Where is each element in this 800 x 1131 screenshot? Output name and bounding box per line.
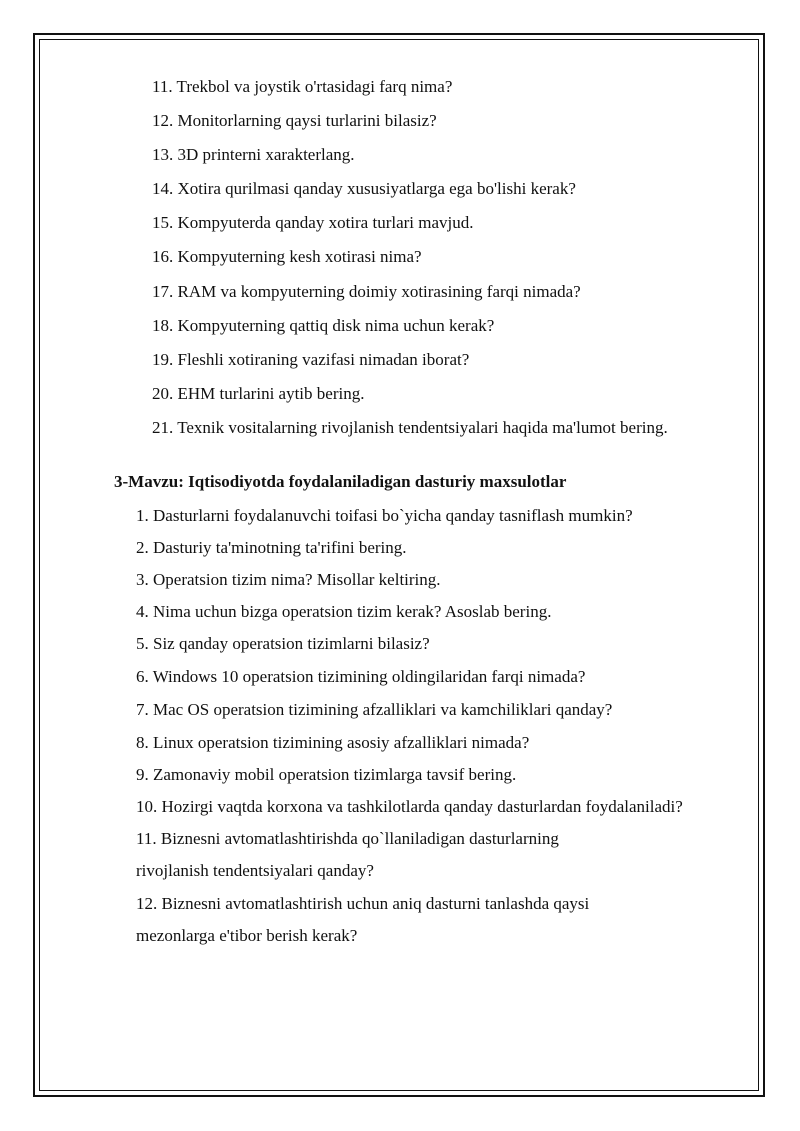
list-item: 3. Operatsion tizim nima? Misollar keltiring. [136,570,441,589]
list-item: 9. Zamonaviy mobil operatsion tizimlarga tavsif bering. [136,765,517,784]
list-item: 7. Mac OS operatsion tizimining afzalliklari va kamchiliklari qanday? [136,700,613,719]
list-item: 11. Trekbol va joystik o'rtasidagi farq nima? [152,77,453,96]
list-item: 2. Dasturiy ta'minotning ta'rifini bering. [136,538,407,557]
list-item: 16. Kompyuterning kesh xotirasi nima? [152,247,422,266]
list-item: 12. Monitorlarning qaysi turlarini bilasiz? [152,111,437,130]
list-item: 20. EHM turlarini aytib bering. [152,384,365,403]
list-item: 11. Biznesni avtomatlashtirishda qo`llaniladigan dasturlarning [136,829,559,848]
list-item: 18. Kompyuterning qattiq disk nima uchun kerak? [152,316,495,335]
list-item-continuation: rivojlanish tendentsiyalari qanday? [136,861,374,880]
list-item: 15. Kompyuterda qanday xotira turlari mavjud. [152,213,474,232]
list-item-continuation: mezonlarga e'tibor berish kerak? [136,926,358,945]
list-item: 12. Biznesni avtomatlashtirish uchun aniq dasturni tanlashda qaysi [136,894,590,913]
list-item: 14. Xotira qurilmasi qanday xususiyatlarga ega bo'lishi kerak? [152,179,576,198]
list-item: 8. Linux operatsion tizimining asosiy afzalliklari nimada? [136,733,530,752]
list-item: 4. Nima uchun bizga operatsion tizim kerak? Asoslab bering. [136,602,552,621]
list-item: 13. 3D printerni xarakterlang. [152,145,355,164]
list-item: 21. Texnik vositalarning rivojlanish tendentsiyalari haqida ma'lumot bering. [152,418,668,437]
list-item: 19. Fleshli xotiraning vazifasi nimadan iborat? [152,350,470,369]
list-item: 1. Dasturlarni foydalanuvchi toifasi bo`yicha qanday tasniflash mumkin? [136,506,633,525]
list-item: 5. Siz qanday operatsion tizimlarni bilasiz? [136,634,430,653]
section-heading: 3-Mavzu: Iqtisodiyotda foydalaniladigan dasturiy maxsulotlar [114,472,567,491]
list-item: 6. Windows 10 operatsion tizimining oldingilaridan farqi nimada? [136,667,586,686]
list-item: 17. RAM va kompyuterning doimiy xotirasining farqi nimada? [152,282,581,301]
list-item: 10. Hozirgi vaqtda korxona va tashkilotlarda qanday dasturlardan foydalaniladi? [136,797,683,816]
